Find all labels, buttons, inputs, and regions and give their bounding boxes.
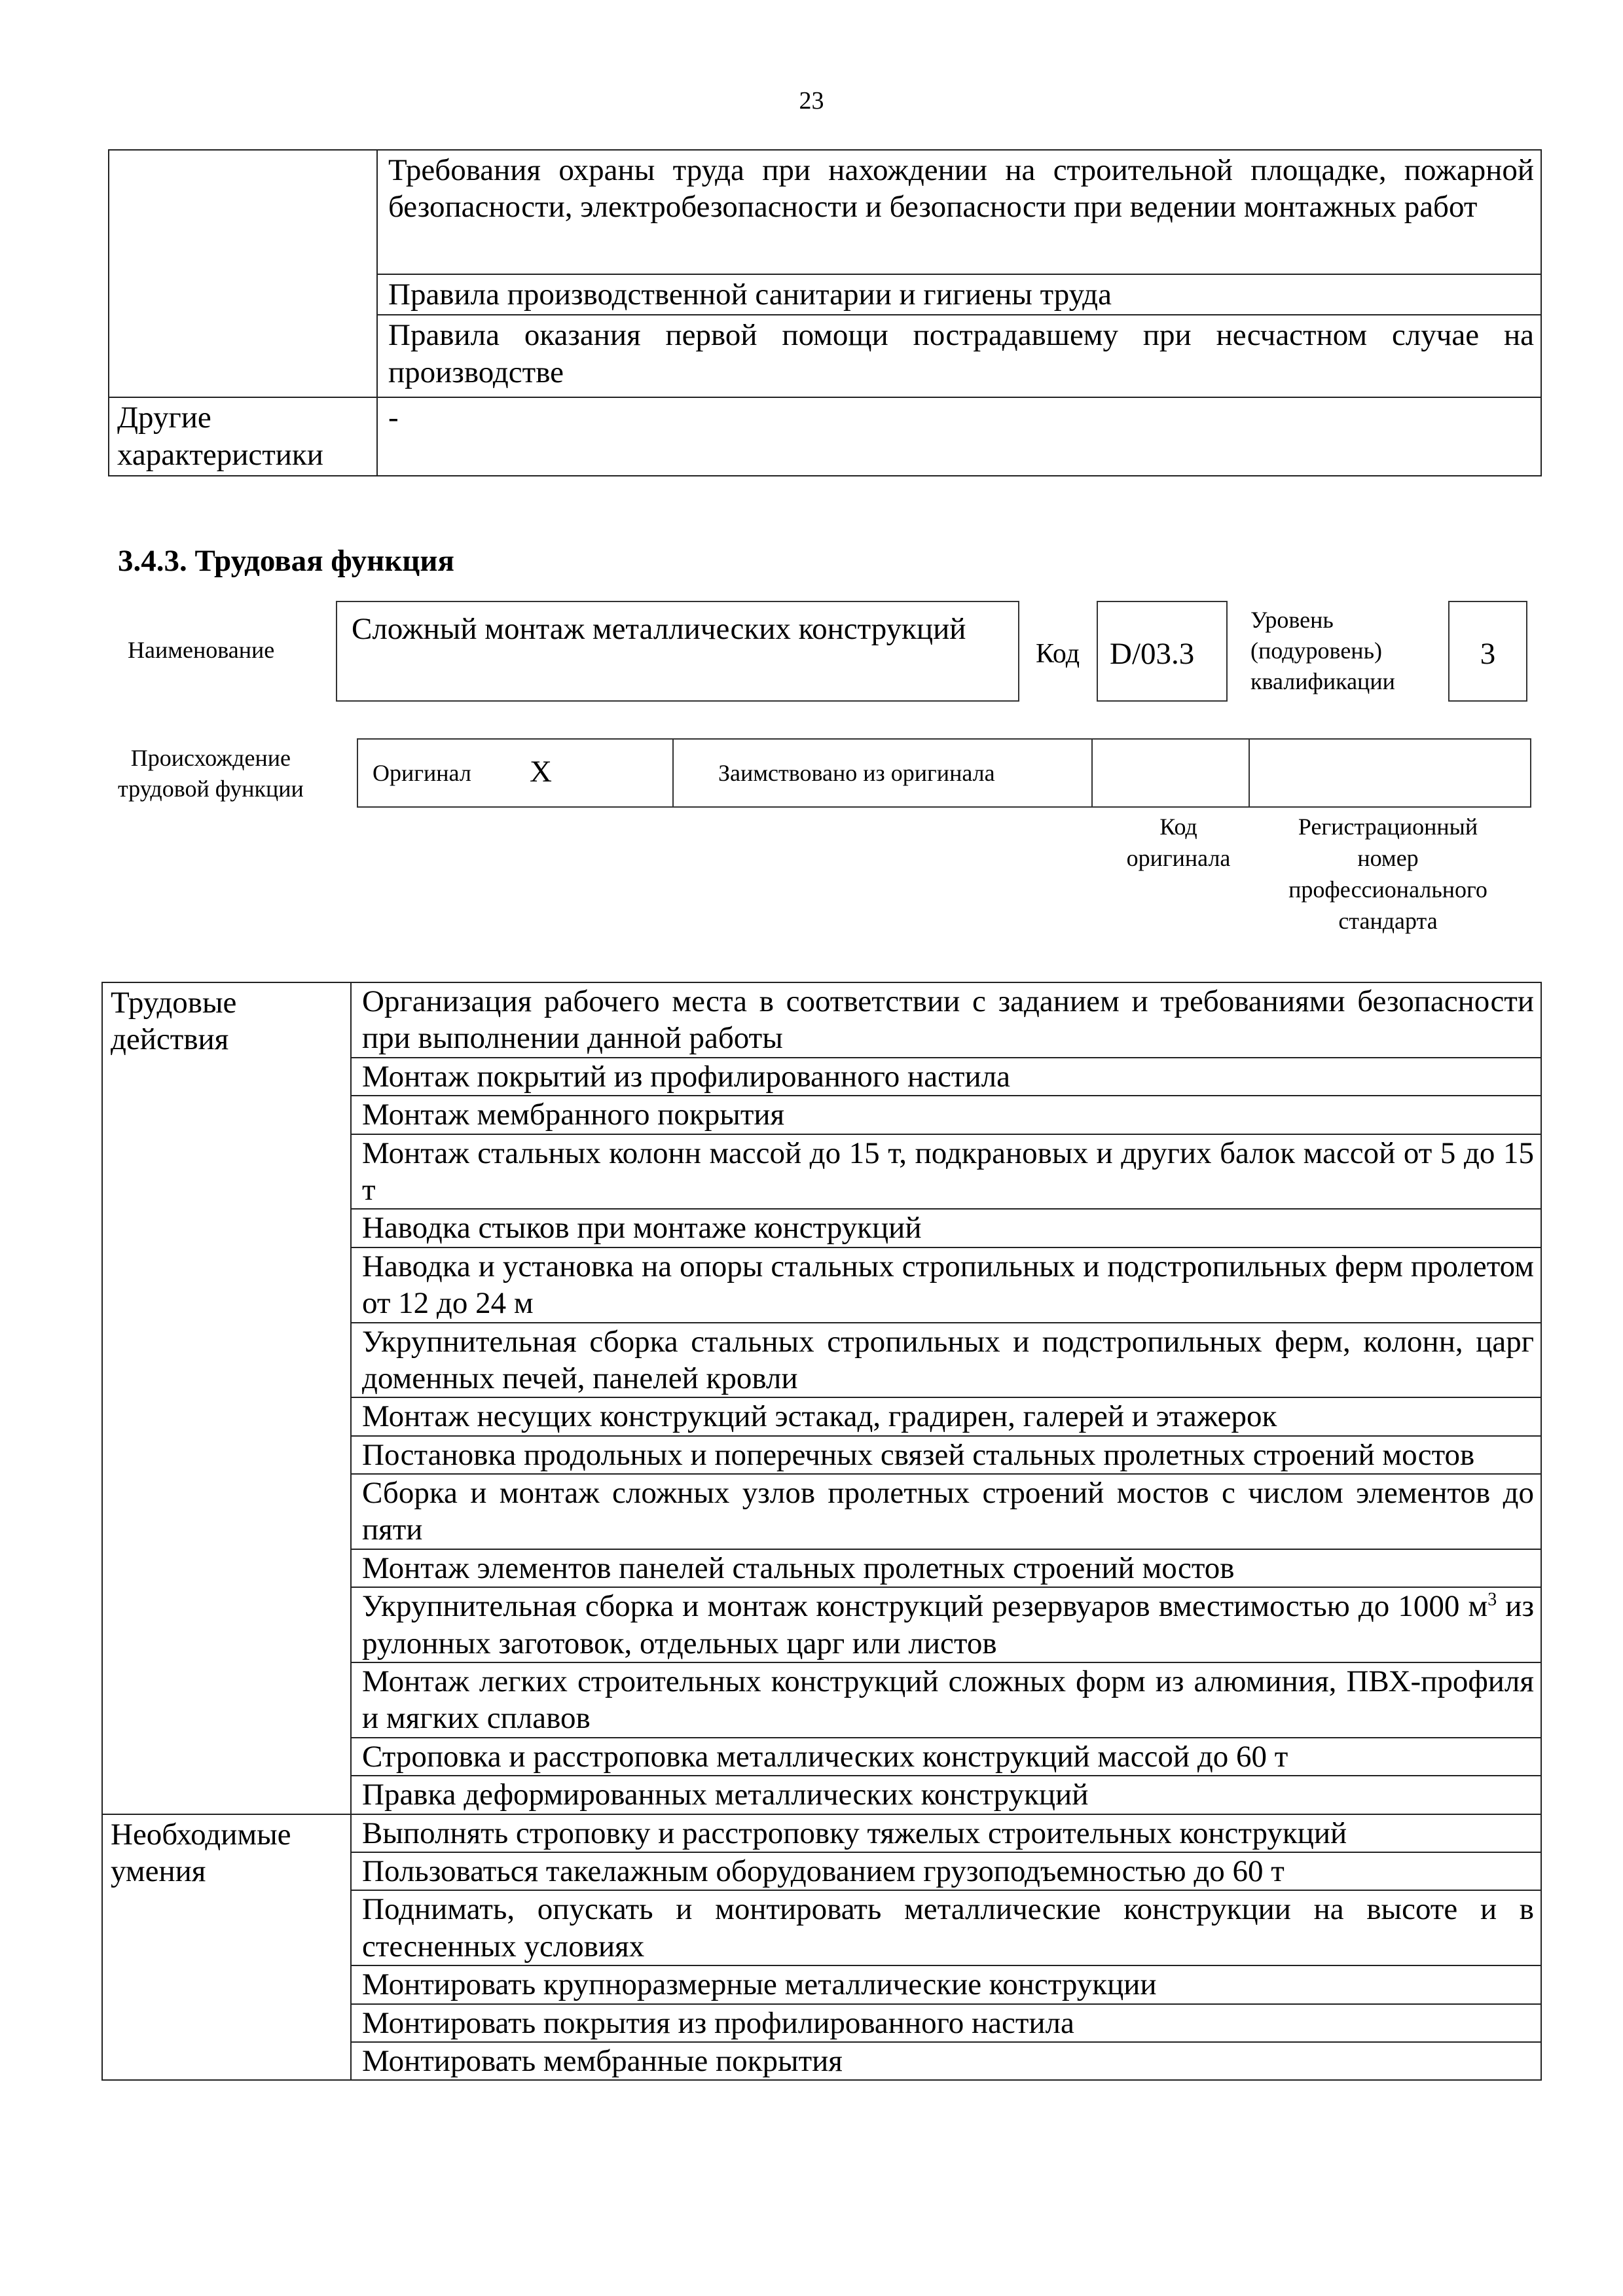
empty-label-cell (109, 150, 377, 397)
table-row: Монтаж легких строительных конструкций сложных форм из алюминия, ПВХ-профиля и мягких сплавов (351, 1662, 1541, 1738)
labor-actions-label (102, 982, 351, 1814)
label-line: действия (111, 1022, 229, 1057)
table-row: Монтировать крупноразмерные металлические конструкции (351, 1965, 1541, 2003)
original-code-caption (1106, 812, 1250, 874)
table-row: Правила оказания первой помощи пострадавшему при несчастном случае на производстве (377, 315, 1541, 397)
level-label-line: (подуровень) (1250, 637, 1382, 664)
cubic-superscript: 3 (1487, 1589, 1497, 1610)
code-box (1097, 601, 1228, 702)
level-box (1448, 601, 1527, 702)
required-skills-label (102, 1814, 351, 2081)
label-line: Трудовые (111, 986, 237, 1020)
original-code-cell (1091, 740, 1250, 806)
borrowed-cell (672, 740, 1093, 806)
original-label: Оригинал (373, 760, 471, 786)
table-row: Требования охраны труда при нахождении на строительной площадке, пожарной безопасности, электробезопасности и безопасности при ведении монтажных работ (377, 150, 1541, 274)
original-cell (358, 740, 674, 806)
origin-label-line: трудовой функции (118, 775, 304, 802)
table-row: Правка деформированных металлических конструкций (351, 1776, 1541, 1814)
caption-line: оригинала (1126, 844, 1231, 871)
function-name-value: Сложный монтаж металлических конструкций (352, 612, 966, 646)
table-row: Монтаж несущих конструкций эстакад, градирен, галерей и этажерок (351, 1397, 1541, 1435)
reservoir-text-part1: Укрупнительная сборка и монтаж конструкций резервуаров вместимостью до 1000 м (362, 1589, 1488, 1624)
table-row: Выполнять строповку и расстроповку тяжелых строительных конструкций (351, 1814, 1541, 1852)
table-row: Поднимать, опускать и монтировать металлические конструкции на высоте и в стесненных условиях (351, 1890, 1541, 1965)
table-row: Монтаж стальных колонн массой до 15 т, подкрановых и других балок массой от 5 до 15 т (351, 1134, 1541, 1210)
level-label-line: Уровень (1250, 607, 1334, 633)
code-value: D/03.3 (1110, 637, 1195, 671)
label-line: умения (111, 1854, 206, 1888)
table-row: Постановка продольных и поперечных связей стальных пролетных строений мостов (351, 1436, 1541, 1474)
table-row: Монтаж мембранного покрытия (351, 1096, 1541, 1134)
labor-function-table (101, 982, 1542, 2081)
table-row: Правила производственной санитарии и гигиены труда (377, 274, 1541, 315)
table-row (351, 1587, 1541, 1662)
name-label: Наименование (128, 637, 275, 663)
qualification-level-label (1250, 605, 1395, 696)
section-title: 3.4.3. Трудовая функция (118, 544, 454, 578)
origin-box (357, 738, 1531, 808)
caption-line: стандарта (1338, 907, 1438, 934)
table-row: Монтировать покрытия из профилированного настила (351, 2004, 1541, 2042)
level-label-line: квалификации (1250, 668, 1395, 694)
table-row: Строповка и расстроповка металлических конструкций массой до 60 т (351, 1738, 1541, 1776)
other-characteristics-value: - (377, 397, 1541, 476)
table-row: Монтировать мембранные покрытия (351, 2042, 1541, 2080)
caption-line: профессионального (1288, 876, 1487, 903)
caption-line: Код (1159, 814, 1197, 840)
reservoir-text-part2: из рулонных заготовок, отдельных царг или листов (362, 1589, 1535, 1660)
other-characteristics-label: Другие характеристики (109, 397, 377, 476)
top-requirements-table (108, 149, 1542, 476)
origin-label (118, 743, 304, 804)
caption-line: номер (1357, 844, 1419, 871)
origin-label-line: Происхождение (130, 745, 291, 771)
registration-number-caption (1270, 812, 1506, 937)
table-row: Укрупнительная сборка стальных стропильных и подстропильных ферм, колонн, царг доменных печей, панелей кровли (351, 1323, 1541, 1398)
code-label: Код (1036, 639, 1080, 669)
function-name-box (336, 601, 1019, 702)
original-mark: X (530, 755, 552, 789)
table-row: Пользоваться такелажным оборудованием грузоподъемностью до 60 т (351, 1852, 1541, 1890)
table-row: Монтаж элементов панелей стальных пролетных строений мостов (351, 1549, 1541, 1587)
table-row: Организация рабочего места в соответствии с заданием и требованиями безопасности при выполнении данной работы (351, 982, 1541, 1058)
page-number: 23 (799, 87, 824, 115)
label-line: Необходимые (111, 1817, 291, 1852)
borrowed-label: Заимствовано из оригинала (718, 760, 995, 786)
table-row: Монтаж покрытий из профилированного настила (351, 1058, 1541, 1096)
level-value: 3 (1480, 637, 1496, 671)
table-row: Сборка и монтаж сложных узлов пролетных строений мостов с числом элементов до пяти (351, 1474, 1541, 1549)
table-row: Наводка стыков при монтаже конструкций (351, 1209, 1541, 1247)
caption-line: Регистрационный (1298, 814, 1478, 840)
table-row: Наводка и установка на опоры стальных стропильных и подстропильных ферм пролетом от 12 до 24 м (351, 1247, 1541, 1323)
